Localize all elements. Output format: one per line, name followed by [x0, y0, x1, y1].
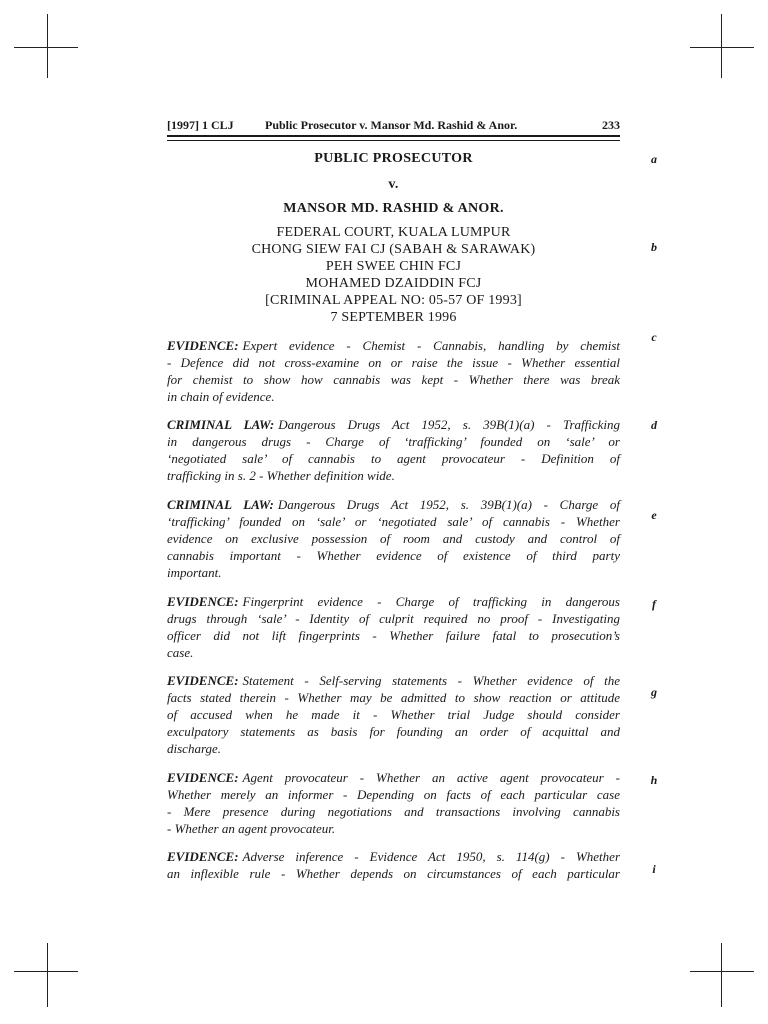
- decision-date: 7 SEPTEMBER 1996: [330, 310, 457, 325]
- headnote-keyword: EVIDENCE:: [167, 338, 239, 353]
- margin-letter: c: [651, 330, 657, 344]
- headnote-keyword: EVIDENCE:: [167, 770, 239, 785]
- headnote-keyword: EVIDENCE:: [167, 594, 239, 609]
- headnote-line: evidence on exclusive possession of room and custody and control of: [167, 531, 620, 546]
- headnote-line: an inflexible rule - Whether depends on circumstances of each particular: [167, 866, 620, 881]
- header-rule-thick: [167, 135, 620, 137]
- headnote-line: exculpatory statements as basis for founding an order of acquittal and: [167, 724, 620, 739]
- headnote-line: of accused when he made it - Whether trial Judge should consider: [167, 707, 620, 722]
- headnote-keyword: CRIMINAL LAW:: [167, 497, 274, 512]
- running-head-citation: [1997] 1 CLJ: [167, 118, 234, 132]
- headnote-line: officer did not lift fingerprints - Whether failure fatal to prosecution’s: [167, 628, 620, 643]
- headnote-line: in chain of evidence.: [167, 389, 275, 404]
- headnote: [167, 848, 620, 882]
- judge-name: MOHAMED DZAIDDIN FCJ: [305, 276, 482, 291]
- headnote-line: - Defence did not cross-examine on or raise the issue - Whether essential: [167, 355, 620, 370]
- appeal-number: [CRIMINAL APPEAL NO: 05-57 OF 1993]: [265, 293, 522, 308]
- headnote-keyword: EVIDENCE:: [167, 673, 239, 688]
- headnote-line: EVIDENCE: Statement - Self-serving statements - Whether evidence of the: [167, 673, 620, 688]
- crop-mark: [690, 971, 754, 972]
- crop-mark: [690, 47, 754, 48]
- headnote-line: cannabis important - Whether evidence of existence of third party: [167, 548, 620, 563]
- headnote-line: EVIDENCE: Agent provocateur - Whether an active agent provocateur -: [167, 770, 620, 785]
- headnote-keyword: CRIMINAL LAW:: [167, 417, 275, 432]
- headnote: [167, 496, 620, 581]
- judge-name: CHONG SIEW FAI CJ (SABAH & SARAWAK): [251, 242, 536, 257]
- crop-mark: [47, 943, 48, 1007]
- margin-letter: h: [650, 773, 658, 787]
- headnote: [167, 416, 620, 484]
- margin-letter: f: [652, 597, 656, 611]
- headnote-line: ‘trafficking’ founded on ‘sale’ or ‘negotiated sale’ of cannabis - Whether: [167, 514, 620, 529]
- versus: v.: [388, 177, 399, 192]
- headnote-line: CRIMINAL LAW: Dangerous Drugs Act 1952, s. 39B(1)(a) - Trafficking: [167, 417, 620, 432]
- headnote-line: for chemist to show how cannabis was kept - Whether there was break: [167, 372, 620, 387]
- headnote-line: trafficking in s. 2 - Whether definition wide.: [167, 468, 395, 483]
- crop-mark: [14, 971, 78, 972]
- margin-letter: i: [652, 862, 656, 876]
- headnote-line: CRIMINAL LAW: Dangerous Drugs Act 1952, s. 39B(1)(a) - Charge of: [167, 497, 620, 512]
- crop-mark: [721, 943, 722, 1007]
- headnote-line: discharge.: [167, 741, 222, 756]
- headnote-line: - Whether an agent provocateur.: [167, 821, 336, 836]
- headnote: [167, 593, 620, 661]
- running-head: [167, 118, 620, 134]
- headnote-line: facts stated therein - Whether may be admitted to show reaction or attitude: [167, 690, 620, 705]
- running-head-title: Public Prosecutor v. Mansor Md. Rashid & Anor.: [265, 118, 518, 132]
- margin-letter: b: [651, 240, 657, 254]
- crop-mark: [721, 14, 722, 78]
- headnote-line: important.: [167, 565, 222, 580]
- crop-mark: [47, 14, 48, 78]
- judge-name: PEH SWEE CHIN FCJ: [325, 259, 462, 274]
- page-number: 233: [602, 118, 620, 132]
- headnote-line: EVIDENCE: Adverse inference - Evidence Act 1950, s. 114(g) - Whether: [167, 849, 620, 864]
- headnote-line: - Mere presence during negotiations and transactions involving cannabis: [167, 804, 620, 819]
- headnote-line: EVIDENCE: Fingerprint evidence - Charge of trafficking in dangerous: [167, 594, 620, 609]
- margin-letter: e: [651, 508, 657, 522]
- headnote-line: in dangerous drugs - Charge of ‘trafficking’ founded on ‘sale’ or: [167, 434, 620, 449]
- headnote-line: drugs through ‘sale’ - Identity of culprit required no proof - Investigating: [167, 611, 620, 626]
- headnote: [167, 769, 620, 837]
- margin-letter: a: [651, 152, 657, 166]
- headnote-line: Whether merely an informer - Depending on facts of each particular case: [167, 787, 620, 802]
- court-name: FEDERAL COURT, KUALA LUMPUR: [276, 225, 511, 240]
- headnote-keyword: EVIDENCE:: [167, 849, 239, 864]
- headnote-line: EVIDENCE: Expert evidence - Chemist - Cannabis, handling by chemist: [167, 338, 620, 353]
- headnote-line: case.: [167, 645, 194, 660]
- margin-letter: d: [651, 418, 657, 432]
- headnote: [167, 672, 620, 757]
- party-prosecutor: PUBLIC PROSECUTOR: [314, 151, 473, 166]
- margin-letter: g: [651, 685, 657, 699]
- crop-mark: [14, 47, 78, 48]
- header-rule-thin: [167, 140, 620, 141]
- headnote-line: ‘negotiated sale’ of cannabis to agent provocateur - Definition of: [167, 451, 620, 466]
- party-respondents: MANSOR MD. RASHID & ANOR.: [283, 201, 504, 216]
- headnote: [167, 337, 620, 405]
